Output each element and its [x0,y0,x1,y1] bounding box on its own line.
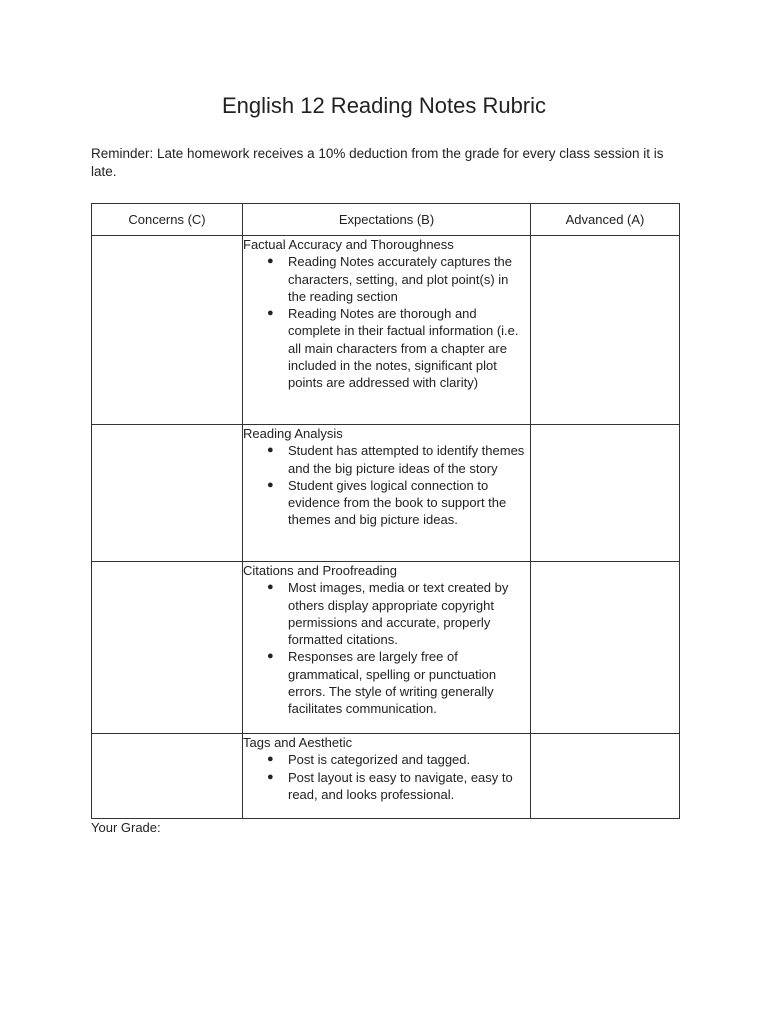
list-item [243,477,530,529]
advanced-cell [531,236,680,425]
bullet-icon: ● [267,307,274,320]
bullet-icon: ● [267,444,274,457]
rubric-table [91,203,680,819]
list-item [243,751,530,768]
rubric-row-reading-analysis [92,425,680,562]
criterion-title: Reading Analysis [243,426,343,441]
list-item-text: Post layout is easy to navigate, easy to read, and looks professional. [288,769,513,802]
list-item-text: Post is categorized and tagged. [288,752,471,768]
bullet-icon: ● [267,753,274,766]
list-item-text: Reading Notes accurately captures the characters, setting, and plot point(s) in the reading section [288,254,513,304]
list-item-text: Student gives logical connection to evidence from the book to support the themes and big picture ideas. [288,477,507,528]
criterion-list [243,751,530,803]
criterion-title: Factual Accuracy and Thoroughness [243,237,454,252]
header-advanced: Advanced (A) [531,204,680,236]
criterion-list [243,579,530,717]
list-item [243,253,530,305]
list-item-text: Most images, media or text created by others display appropriate copyright permissions and accurate, properly formatted citations. [288,580,509,648]
bullet-icon: ● [267,581,274,594]
expectations-cell [243,236,531,425]
criterion-title: Citations and Proofreading [243,563,397,578]
advanced-cell [531,562,680,734]
criterion-list [243,442,530,528]
late-homework-reminder: Reminder: Late homework receives a 10% deduction from the grade for every class session it is late. [91,146,664,179]
list-item-text: Student has attempted to identify themes and the big picture ideas of the story [288,443,525,476]
list-item [243,579,530,648]
list-item [243,442,530,477]
expectations-cell [243,562,531,734]
bullet-icon: ● [267,650,274,663]
rubric-row-factual-accuracy [92,236,680,425]
bullet-icon: ● [267,770,274,783]
rubric-row-tags-aesthetic [92,734,680,819]
expectations-cell [243,734,531,819]
concerns-cell [92,236,243,425]
advanced-cell [531,425,680,562]
list-item-text: Responses are largely free of grammatical, spelling or punctuation errors. The style of writing generally facilitates communication. [288,649,497,717]
expectations-cell [243,425,531,562]
criterion-list [243,253,530,391]
concerns-cell [92,734,243,819]
list-item [243,648,530,717]
list-item [243,305,530,391]
your-grade-label: Your Grade: [91,820,161,835]
criterion-title: Tags and Aesthetic [243,735,353,750]
list-item [243,769,530,804]
concerns-cell [92,425,243,562]
document-title: English 12 Reading Notes Rubric [221,93,547,118]
rubric-row-citations [92,562,680,734]
header-expectations: Expectations (B) [243,204,531,236]
list-item-text: Reading Notes are thorough and complete in their factual information (i.e. all main characters from a chapter are included in the notes, significant plot points are addressed with clarity) [288,306,519,391]
bullet-icon: ● [267,478,274,491]
advanced-cell [531,734,680,819]
concerns-cell [92,562,243,734]
bullet-icon: ● [267,255,274,268]
rubric-header-row [92,204,680,236]
header-concerns: Concerns (C) [92,204,243,236]
